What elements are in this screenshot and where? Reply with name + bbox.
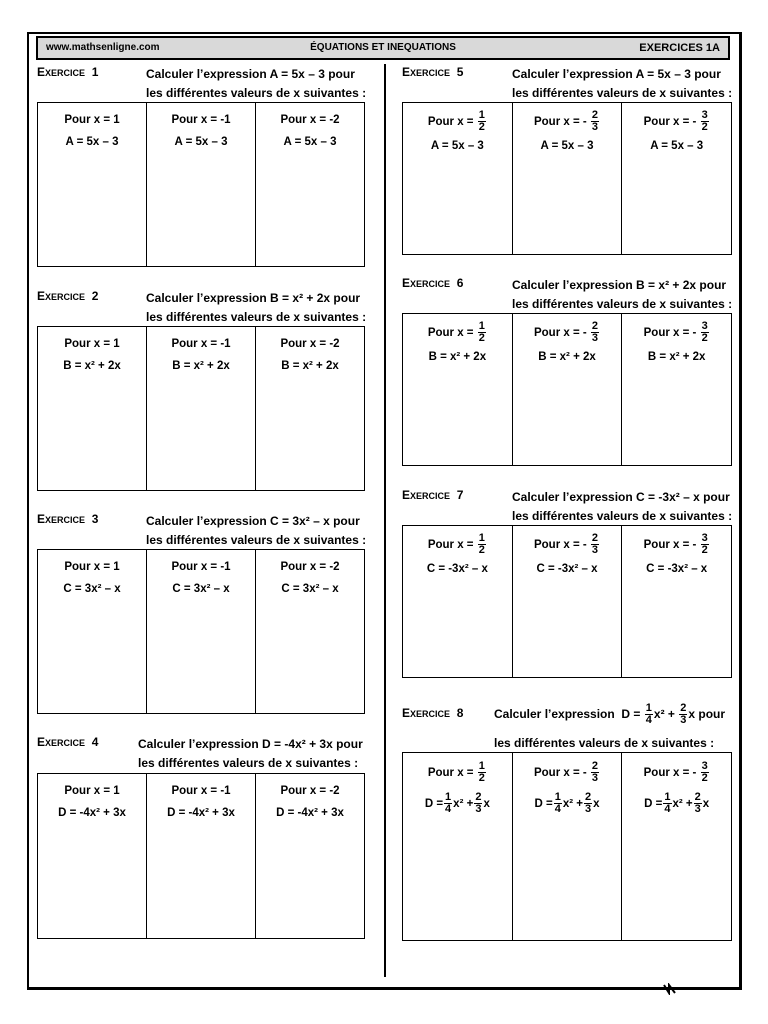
answer-cell[interactable]: Pour x = -1 C = 3x² – x [147, 550, 256, 713]
fraction: $\frac{1}{2}$ [478, 760, 485, 785]
answer-cell[interactable]: Pour x = - $\frac{2}{3}$ C = -3x² – x [513, 526, 623, 677]
answer-table-3 [37, 549, 365, 714]
exercise-instruction: Calculer l’expression C = -3x² – x pour les différentes valeurs de x suivantes : [512, 490, 733, 523]
answer-table-6 [402, 313, 732, 466]
fraction: $\frac{2}{3}$ [591, 320, 599, 345]
exercise-set-label: EXERCICES 1A [639, 42, 720, 54]
answer-table-7 [402, 525, 732, 678]
fraction: $\frac{1}{2}$ [478, 532, 485, 557]
answer-cell[interactable]: Pour x = -1 B = x² + 2x [147, 327, 256, 490]
exercise-instruction: Calculer l’expression B = x² + 2x pour les différentes valeurs de x suivantes : [146, 291, 367, 324]
exercise-label: EXERCICE 6 [402, 276, 464, 290]
answer-cell[interactable]: Pour x = -1 A = 5x – 3 [147, 103, 256, 266]
fraction: $\frac{3}{2}$ [701, 109, 708, 134]
answer-table-1 [37, 102, 365, 267]
fraction: $\frac{2}{3}$ [475, 791, 482, 816]
answer-cell[interactable]: Pour x = 1 D = -4x² + 3x [38, 774, 147, 938]
answer-cell[interactable]: Pour x = -2 A = 5x – 3 [280, 114, 340, 148]
answer-cell[interactable]: Pour x = 1 C = 3x² – x [38, 550, 147, 713]
fraction: $\frac{3}{2}$ [701, 320, 708, 345]
exercise-instruction-line2: les différentes valeurs de x suivantes : [494, 736, 715, 750]
answer-cell[interactable]: Pour x = 1 B = x² + 2x [38, 327, 147, 490]
fraction: $\frac{1}{4}$ [664, 791, 671, 816]
site-url: www.mathsenligne.com [46, 42, 160, 53]
fraction: $\frac{1}{4}$ [445, 791, 452, 816]
answer-cell[interactable]: Pour x = - $\frac{3}{2}$ B = x² + 2x [643, 320, 708, 363]
page-curl-mark-icon [663, 983, 679, 995]
exercise-instruction: Calculer l’expression A = 5x – 3 pour les différentes valeurs de x suivantes : [146, 67, 367, 100]
fraction: $\frac{1}{2}$ [478, 320, 485, 345]
answer-cell[interactable]: Pour x = $\frac{1}{2}$ D = $\frac{1}{4}$ x² + $\frac{2}{3}$ x [403, 753, 513, 940]
exercise-instruction: Calculer l’expression D = $\frac{1}{4}$ x² + $\frac{2}{3}$ x pour [494, 702, 726, 727]
exercise-label: EXERCICE 4 [37, 735, 99, 749]
answer-table-8 [402, 752, 732, 941]
fraction: $\frac{3}{2}$ [701, 760, 708, 785]
fraction: $\frac{2}{3}$ [680, 702, 687, 727]
exercise-instruction: Calculer l’expression C = 3x² – x pour les différentes valeurs de x suivantes : [146, 514, 367, 547]
column-divider [384, 64, 386, 977]
answer-cell[interactable]: Pour x = - $\frac{3}{2}$ D = $\frac{1}{4}$ x² + $\frac{2}{3}$ x [643, 760, 710, 816]
exercise-instruction: Calculer l’expression A = 5x – 3 pour les différentes valeurs de x suivantes : [512, 67, 733, 100]
answer-cell[interactable]: Pour x = 1 A = 5x – 3 [38, 103, 147, 266]
answer-cell[interactable]: Pour x = -1 D = -4x² + 3x [147, 774, 256, 938]
answer-cell[interactable]: Pour x = - $\frac{2}{3}$ B = x² + 2x [513, 314, 623, 465]
exercise-instruction: Calculer l’expression B = x² + 2x pour les différentes valeurs de x suivantes : [512, 278, 733, 311]
answer-cell[interactable]: Pour x = -2 B = x² + 2x [280, 338, 340, 372]
exercise-label: EXERCICE 1 [37, 65, 99, 79]
answer-cell[interactable]: Pour x = $\frac{1}{2}$ B = x² + 2x [403, 314, 513, 465]
fraction: $\frac{2}{3}$ [694, 791, 701, 816]
fraction: $\frac{2}{3}$ [591, 760, 599, 785]
exercise-label: EXERCICE 7 [402, 488, 464, 502]
answer-cell[interactable]: Pour x = $\frac{1}{2}$ A = 5x – 3 [403, 103, 513, 254]
page-title: ÉQUATIONS ET INEQUATIONS [310, 42, 456, 53]
answer-cell[interactable]: Pour x = -2 C = 3x² – x [280, 561, 340, 595]
fraction: $\frac{3}{2}$ [701, 532, 708, 557]
answer-table-5 [402, 102, 732, 255]
fraction: $\frac{1}{4}$ [645, 702, 652, 727]
answer-table-2 [37, 326, 365, 491]
exercise-label: EXERCICE 8 [402, 706, 464, 720]
fraction: $\frac{2}{3}$ [591, 532, 599, 557]
answer-table-4 [37, 773, 365, 939]
answer-cell[interactable]: Pour x = - $\frac{3}{2}$ C = -3x² – x [643, 532, 708, 575]
exercise-instruction: Calculer l’expression D = -4x² + 3x pour les différentes valeurs de x suivantes : [138, 737, 363, 770]
answer-cell[interactable]: Pour x = - $\frac{2}{3}$ A = 5x – 3 [513, 103, 623, 254]
answer-cell[interactable]: Pour x = - $\frac{2}{3}$ D = $\frac{1}{4}$ x² + $\frac{2}{3}$ x [513, 753, 623, 940]
page-header [36, 36, 730, 60]
exercise-label: EXERCICE 3 [37, 512, 99, 526]
fraction: $\frac{1}{2}$ [478, 109, 485, 134]
answer-cell[interactable]: Pour x = -2 D = -4x² + 3x [276, 785, 344, 819]
exercise-label: EXERCICE 2 [37, 289, 99, 303]
fraction: $\frac{1}{4}$ [554, 791, 561, 816]
fraction: $\frac{2}{3}$ [584, 791, 592, 816]
exercise-label: EXERCICE 5 [402, 65, 464, 79]
answer-cell[interactable]: Pour x = $\frac{1}{2}$ C = -3x² – x [403, 526, 513, 677]
answer-cell[interactable]: Pour x = - $\frac{3}{2}$ A = 5x – 3 [643, 109, 708, 152]
fraction: $\frac{2}{3}$ [591, 109, 599, 134]
